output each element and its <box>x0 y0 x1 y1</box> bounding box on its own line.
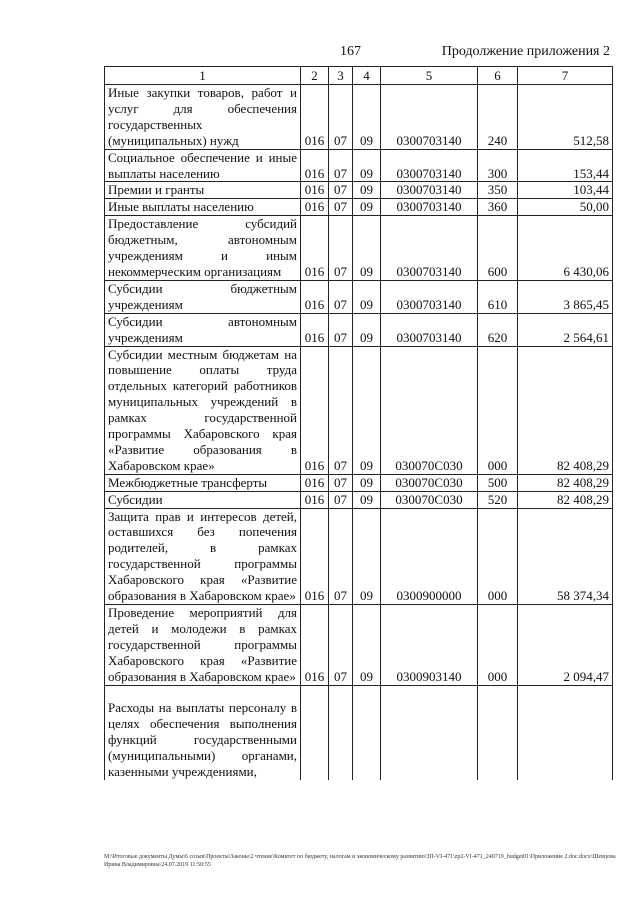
subsection-code: 09 <box>353 605 381 686</box>
budget-table <box>104 66 613 780</box>
section-code: 07 <box>329 508 353 604</box>
target-article-cell <box>381 685 478 780</box>
expense-name: Иные выплаты населению <box>108 199 254 215</box>
expense-name: Проведение мероприятий для детей и молодежи в рамках государственной программы Хабаровского края «Развитие образования в Хабаровском крае» <box>108 605 297 684</box>
expense-name-cell <box>105 491 301 508</box>
target-article: 0300703140 <box>381 199 478 216</box>
table-row <box>105 346 613 474</box>
ministry-code: 016 <box>301 474 329 491</box>
ministry-code: 016 <box>301 313 329 346</box>
table-row <box>105 199 613 216</box>
column-header: 6 <box>478 67 518 85</box>
table-row <box>105 685 613 780</box>
expense-type: 360 <box>478 199 518 216</box>
target-article: 0300703140 <box>381 182 478 199</box>
expense-type: 610 <box>478 280 518 313</box>
amount: 512,58 <box>518 85 613 150</box>
expense-type: 520 <box>478 491 518 508</box>
column-header: 2 <box>301 67 329 85</box>
ministry-code: 016 <box>301 491 329 508</box>
ministry-code: 016 <box>301 182 329 199</box>
expense-name: Социальное обеспечение и иные выплаты населению <box>108 149 297 181</box>
expense-name: Расходы на выплаты персоналу в целях обеспечения выполнения функций государственными (муниципальными) органами, казенными учреждениями, <box>108 700 297 779</box>
target-article: 0300903140 <box>381 605 478 686</box>
table-row <box>105 605 613 686</box>
target-article: 0300703140 <box>381 85 478 150</box>
amount-cell <box>518 685 613 780</box>
expense-type: 000 <box>478 605 518 686</box>
expense-type: 620 <box>478 313 518 346</box>
subsection-code: 09 <box>353 149 381 182</box>
section-code: 07 <box>329 85 353 150</box>
column-header: 7 <box>518 67 613 85</box>
column-header: 1 <box>105 67 301 85</box>
table-row <box>105 182 613 199</box>
table-row <box>105 313 613 346</box>
section-code: 07 <box>329 491 353 508</box>
subsection-code: 09 <box>353 474 381 491</box>
expense-name: Субсидии бюджетным учреждениям <box>108 280 297 312</box>
file-path-footer: M:\Итоговые документы Думы\6 созыв\Проекты\Законы\2 чтение\Комитет по бюджету, налогам и экономическому развитию\ЗП-VI-471\zp2-VI-471_240719_budget01\Приложение 2.doc.docx\Шевцова Ирина Владимировна\24.07.2019 11:50:55 <box>104 854 616 868</box>
section-code: 07 <box>329 280 353 313</box>
subsection-code: 09 <box>353 182 381 199</box>
subsection-code: 09 <box>353 313 381 346</box>
expense-type: 240 <box>478 85 518 150</box>
expense-name-cell <box>105 508 301 604</box>
section-code: 07 <box>329 149 353 182</box>
table-row <box>105 474 613 491</box>
target-article: 030070С030 <box>381 346 478 474</box>
subsection-code: 09 <box>353 280 381 313</box>
subsection-code: 09 <box>353 216 381 281</box>
expense-name-cell <box>105 313 301 346</box>
section-code: 07 <box>329 346 353 474</box>
expense-name-cell <box>105 216 301 281</box>
expense-name-cell <box>105 346 301 474</box>
ministry-code: 016 <box>301 149 329 182</box>
ministry-code: 016 <box>301 346 329 474</box>
amount: 82 408,29 <box>518 346 613 474</box>
column-header: 5 <box>381 67 478 85</box>
expense-name-cell <box>105 182 301 199</box>
expense-name: Предоставление субсидий бюджетным, автономным учреждениям и иным некоммерческим организациям <box>108 216 297 279</box>
ministry-code: 016 <box>301 85 329 150</box>
target-article: 030070С030 <box>381 491 478 508</box>
subsection-code: 09 <box>353 508 381 604</box>
expense-name-cell <box>105 474 301 491</box>
expense-type: 000 <box>478 346 518 474</box>
expense-name-cell <box>105 280 301 313</box>
expense-name-cell <box>105 605 301 686</box>
expense-type: 350 <box>478 182 518 199</box>
subsection-code: 09 <box>353 199 381 216</box>
amount: 153,44 <box>518 149 613 182</box>
amount: 50,00 <box>518 199 613 216</box>
subsection-code-cell <box>353 685 381 780</box>
expense-name-cell <box>105 685 301 780</box>
expense-name-cell <box>105 199 301 216</box>
expense-type-cell <box>478 685 518 780</box>
ministry-code: 016 <box>301 216 329 281</box>
target-article: 0300900000 <box>381 508 478 604</box>
ministry-code: 016 <box>301 605 329 686</box>
section-code: 07 <box>329 605 353 686</box>
column-header: 4 <box>353 67 381 85</box>
section-code: 07 <box>329 216 353 281</box>
expense-name: Субсидии автономным учреждениям <box>108 313 297 345</box>
target-article: 0300703140 <box>381 280 478 313</box>
amount: 82 408,29 <box>518 474 613 491</box>
expense-type: 000 <box>478 508 518 604</box>
amount: 82 408,29 <box>518 491 613 508</box>
expense-name: Субсидии <box>108 491 163 507</box>
subsection-code: 09 <box>353 85 381 150</box>
page-number: 167 <box>340 44 361 59</box>
ministry-code: 016 <box>301 508 329 604</box>
ministry-code: 016 <box>301 199 329 216</box>
section-code-cell <box>329 685 353 780</box>
target-article: 0300703140 <box>381 149 478 182</box>
expense-type: 600 <box>478 216 518 281</box>
subsection-code: 09 <box>353 346 381 474</box>
expense-name-cell <box>105 85 301 150</box>
target-article: 0300703140 <box>381 313 478 346</box>
amount: 6 430,06 <box>518 216 613 281</box>
expense-name: Субсидии местным бюджетам на повышение оплаты труда отдельных категорий работников муниципальных учреждений в рамках государственной программы Хабаровского края «Развитие образования в Хабаровском крае» <box>108 346 297 473</box>
amount: 2 564,61 <box>518 313 613 346</box>
amount: 3 865,45 <box>518 280 613 313</box>
expense-name-cell <box>105 149 301 182</box>
column-header: 3 <box>329 67 353 85</box>
section-code: 07 <box>329 313 353 346</box>
expense-name: Иные закупки товаров, работ и услуг для обеспечения государственных (муниципальных) нужд <box>108 85 297 148</box>
table-row <box>105 85 613 150</box>
expense-type: 300 <box>478 149 518 182</box>
table-row <box>105 491 613 508</box>
target-article: 030070С030 <box>381 474 478 491</box>
ministry-code: 016 <box>301 280 329 313</box>
continuation-label: Продолжение приложения 2 <box>441 44 610 59</box>
section-code: 07 <box>329 182 353 199</box>
section-code: 07 <box>329 474 353 491</box>
expense-type: 500 <box>478 474 518 491</box>
expense-name: Защита прав и интересов детей, оставшихся без попечения родителей, в рамках государственной программы Хабаровского края «Развитие образования в Хабаровском крае» <box>108 508 297 604</box>
expense-name: Премии и гранты <box>108 182 205 198</box>
expense-name: Межбюджетные трансферты <box>108 474 268 490</box>
amount: 2 094,47 <box>518 605 613 686</box>
table-row <box>105 216 613 281</box>
table-row <box>105 149 613 182</box>
amount: 103,44 <box>518 182 613 199</box>
target-article: 0300703140 <box>381 216 478 281</box>
column-number-row <box>105 67 613 85</box>
ministry-code-cell <box>301 685 329 780</box>
table-row <box>105 280 613 313</box>
table-row <box>105 508 613 604</box>
section-code: 07 <box>329 199 353 216</box>
amount: 58 374,34 <box>518 508 613 604</box>
subsection-code: 09 <box>353 491 381 508</box>
